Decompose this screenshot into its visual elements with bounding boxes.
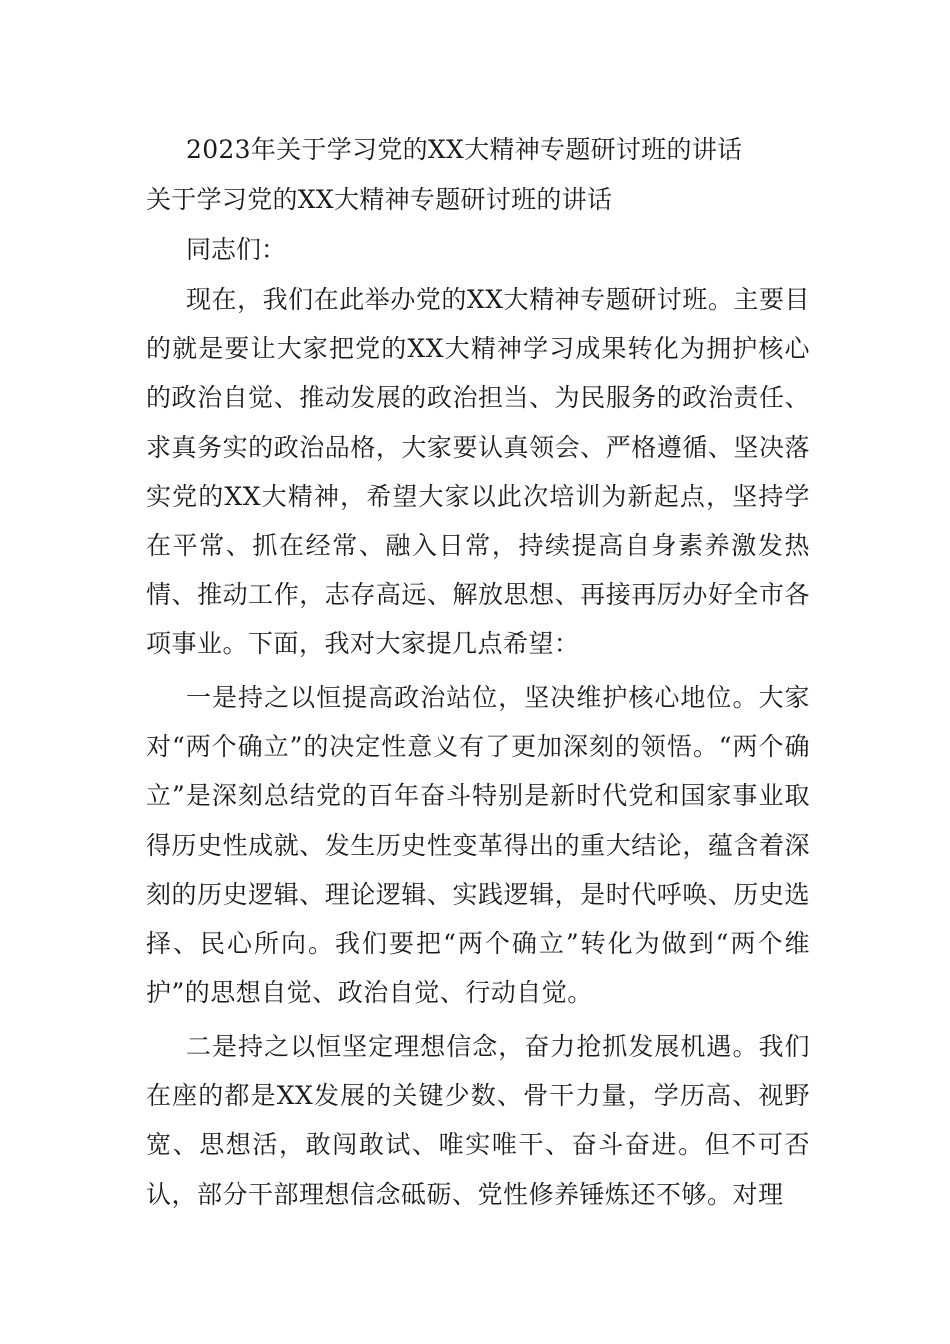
salutation: 同志们： (186, 235, 287, 264)
paragraph-intro: 现在，我们在此举办党的XX大精神专题研讨班。主要目的就是要让大家把党的XX大精神学习成果转化为拥护核心的政治自觉、推动发展的政治担当、为民服务的政治责任、求真务实的政治品格，大家要认真领会、严格遵循、坚决落实党的XX大精神，希望大家以此次培训为新起点，坚持学在平常、抓在经常、融入日常，持续提高自身素养激发热情、推动工作，志存高远、解放思想、再接再厉办好全市各项事业。下面，我对大家提几点希望： (146, 285, 810, 659)
document-title: 2023年关于学习党的XX大精神专题研讨班的讲话 (186, 135, 743, 164)
document-subtitle: 关于学习党的XX大精神专题研讨班的讲话 (146, 185, 613, 214)
paragraph-point-one: 一是持之以恒提高政治站位，坚决维护核心地位。大家对“两个确立”的决定性意义有了更加深刻的领悟。“两个确立”是深刻总结党的百年奋斗特别是新时代党和国家事业取得历史性成就、发生历史性变革得出的重大结论，蕴含着深刻的历史逻辑、理论逻辑、实践逻辑，是时代呼唤、历史选择、民心所向。我们要把“两个确立”转化为做到“两个维护”的思想自觉、政治自觉、行动自觉。 (146, 683, 810, 1008)
paragraph-point-two: 二是持之以恒坚定理想信念，奋力抢抓发展机遇。我们在座的都是XX发展的关键少数、骨干力量，学历高、视野宽、思想活，敢闯敢试、唯实唯干、奋斗奋进。但不可否认，部分干部理想信念砥砺、党性修养锤炼还不够。对理 (146, 1032, 810, 1209)
